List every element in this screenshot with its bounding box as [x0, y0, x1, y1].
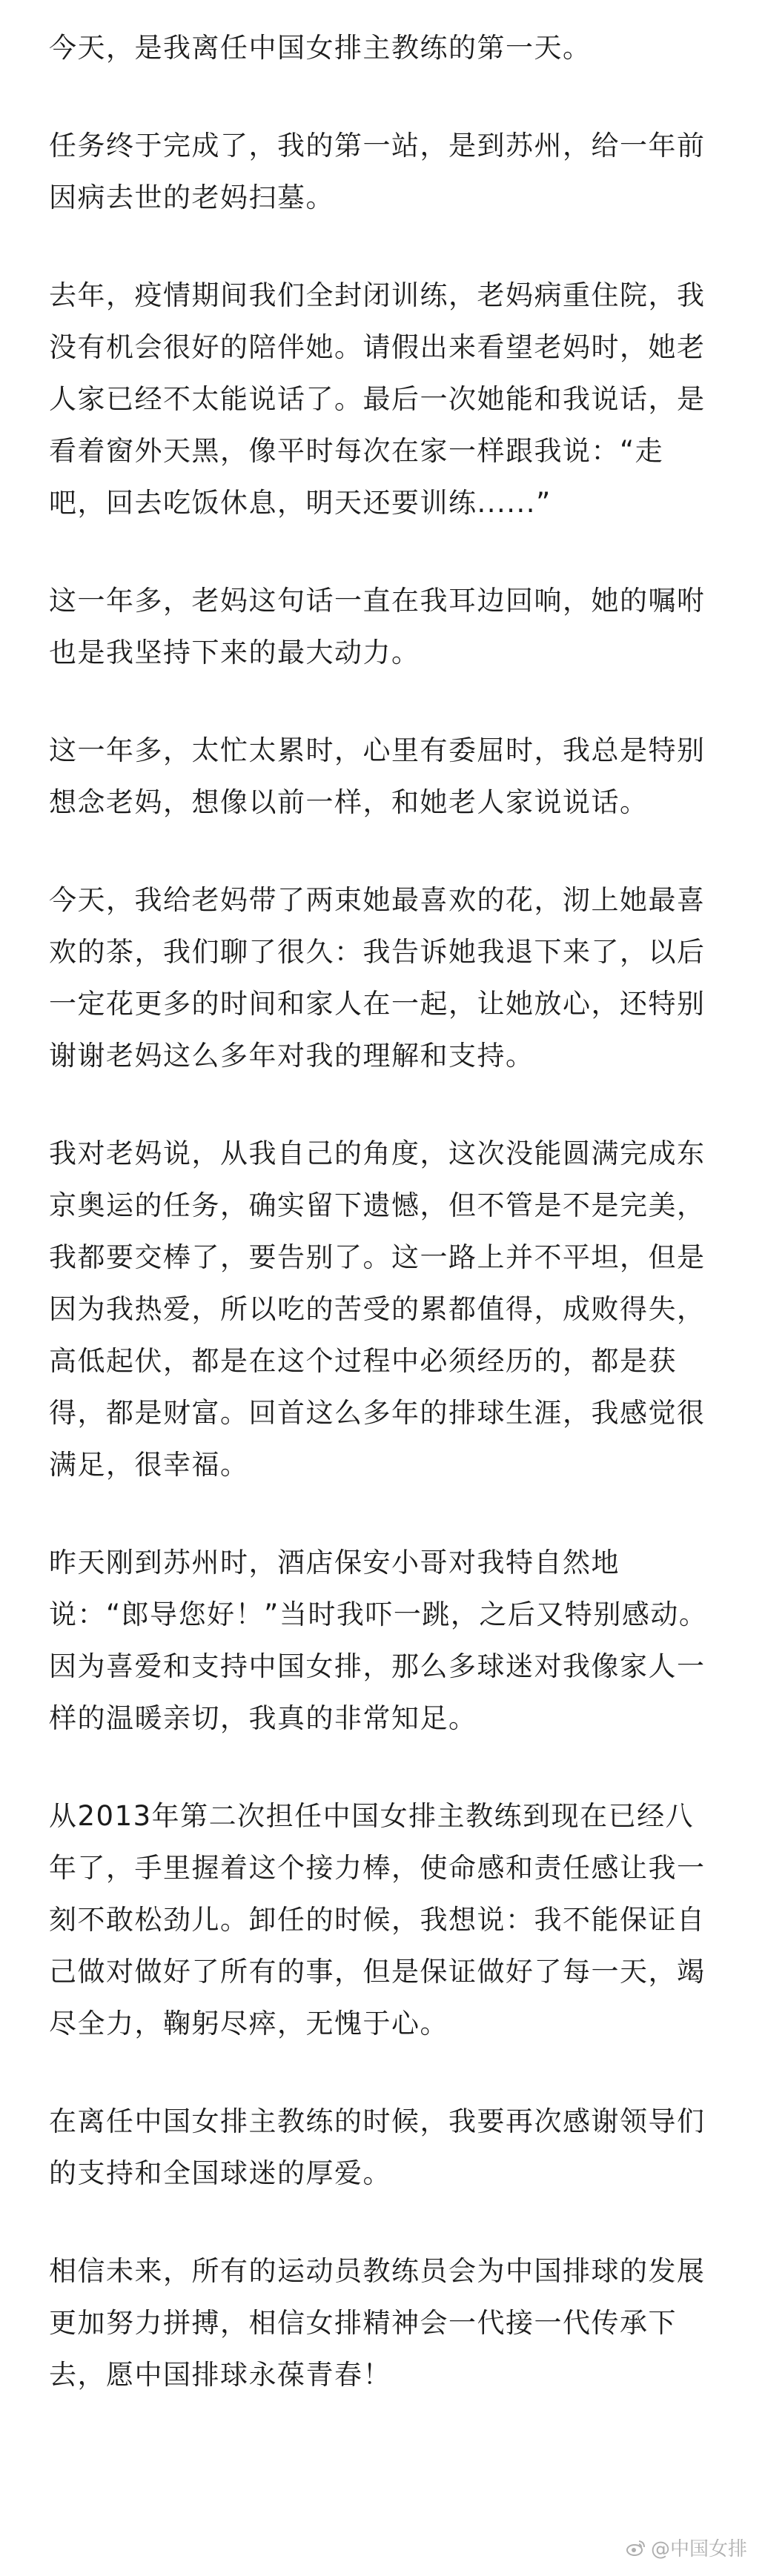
paragraph-4: 这一年多，老妈这句话一直在我耳边回响，她的嘱咐也是我坚持下来的最大动力。: [49, 585, 706, 668]
paragraph-7: 我对老妈说，从我自己的角度，这次没能圆满完成东京奥运的任务，确实留下遗憾，但不管是不是完美，我都要交棒了，要告别了。这一路上并不平坦，但是因为我热爱，所以吃的苦受的累都值得，成败得失，高低起伏，都是在这个过程中必须经历的，都是获得，都是财富。回首这么多年的排球生涯，我感觉很满足，很幸福。: [49, 1138, 706, 1481]
paragraph-10: 在离任中国女排主教练的时候，我要再次感谢领导们的支持和全国球迷的厚爱。: [49, 2105, 706, 2189]
paragraph-5: 这一年多，太忙太累时，心里有委屈时，我总是特别想念老妈，想像以前一样，和她老人家说说话。: [49, 734, 706, 818]
paragraph-8: 昨天刚到苏州时，酒店保安小哥对我特自然地说：“郎导您好！”当时我吓一跳，之后又特别感动。因为喜爱和支持中国女排，那么多球迷对我像家人一样的温暖亲切，我真的非常知足。: [49, 1547, 708, 1734]
weibo-icon: [626, 2539, 646, 2557]
watermark-text: @中国女排: [650, 2538, 747, 2560]
paragraph-2: 任务终于完成了，我的第一站，是到苏州，给一年前因病去世的老妈扫墓。: [49, 130, 706, 213]
paragraph-11: 相信未来，所有的运动员教练员会为中国排球的发展更加努力拼搏，相信女排精神会一代接一代传承下去，愿中国排球永葆青春！: [49, 2255, 706, 2391]
paragraph-3: 去年，疫情期间我们全封闭训练，老妈病重住院，我没有机会很好的陪伴她。请假出来看望老妈时，她老人家已经不太能说话了。最后一次她能和我说话，是看着窗外天黑，像平时每次在家一样跟我说：“走吧，回去吃饭休息，明天还要训练......”: [49, 279, 706, 519]
paragraph-6: 今天，我给老妈带了两束她最喜欢的花，沏上她最喜欢的茶，我们聊了很久：我告诉她我退下来了，以后一定花更多的时间和家人在一起，让她放心，还特别谢谢老妈这么多年对我的理解和支持。: [49, 884, 706, 1072]
weibo-watermark: [626, 2534, 747, 2561]
paragraph-1: 今天，是我离任中国女排主教练的第一天。: [49, 32, 592, 64]
paragraph-9: 从2013年第二次担任中国女排主教练到现在已经八年了，手里握着这个接力棒，使命感和责任感让我一刻不敢松劲儿。卸任的时候，我想说：我不能保证自己做对做好了所有的事，但是保证做好了每一天，竭尽全力，鞠躬尽瘁，无愧于心。: [49, 1800, 706, 2039]
article-body: [49, 22, 720, 2447]
